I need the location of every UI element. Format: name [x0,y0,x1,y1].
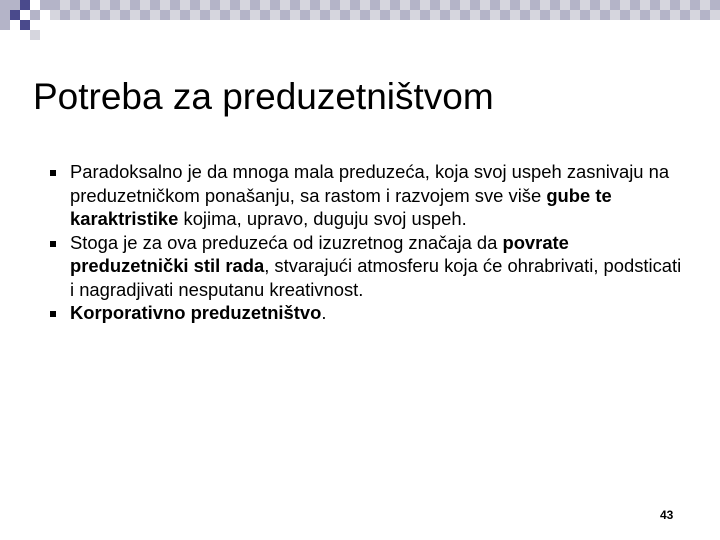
checker-cell [700,10,710,20]
checker-cell [250,0,260,10]
checker-cell [630,0,640,10]
bullet-text-segment: Paradoksalno je da mnoga mala preduzeća, koja svoj uspeh zasnivaju na preduzetničkom ponašanju, sa rastom i razvojem sve više [70,161,670,206]
checker-cell [660,0,670,10]
checker-cell [470,0,480,10]
checker-cell [100,0,110,10]
bullet-text-bold-segment: Korporativno preduzetništvo [70,302,322,323]
checker-cell [570,10,580,20]
checker-cell [320,10,330,20]
checker-cell [110,10,120,20]
checker-cell [500,0,510,10]
checker-cell [230,0,240,10]
checker-cell [290,10,300,20]
checker-cell [360,0,370,10]
checker-cell [330,10,340,20]
checker-cell [490,10,500,20]
checker-cell [180,10,190,20]
checker-cell [440,0,450,10]
checker-cell [630,10,640,20]
checker-cell [440,10,450,20]
checker-cell [290,0,300,10]
checker-cell [650,0,660,10]
checker-cell [130,0,140,10]
checker-cell [600,10,610,20]
checker-cell [540,0,550,10]
checker-cell [100,10,110,20]
checker-cell [150,0,160,10]
bullet-text-segment: , stvarajući atmosferu koja će ohrabrivati, podsticati i nagradjivati nesputanu kreativnost. [70,255,682,300]
checker-cell [460,10,470,20]
checker-cell [380,10,390,20]
checker-cell [560,0,570,10]
page-number: 43 [660,508,674,522]
checker-cell [480,0,490,10]
checker-cell [220,0,230,10]
checker-cell [30,30,40,40]
checker-cell [200,0,210,10]
checker-cell [600,0,610,10]
checker-cell [300,10,310,20]
checker-cell [240,0,250,10]
bullet-text-segment: . [321,302,327,323]
checker-cell [510,0,520,10]
checker-cell [260,0,270,10]
checker-cell [650,10,660,20]
checker-cell [110,0,120,10]
checker-cell [390,10,400,20]
checker-cell [340,0,350,10]
checker-cell [530,0,540,10]
checker-cell [40,0,50,10]
checker-cell [210,10,220,20]
checker-cell [400,10,410,20]
checker-cell [670,10,680,20]
checker-cell [120,0,130,10]
bullet-text-bold-segment: gube te karaktristike [70,184,612,229]
checker-cell [0,20,10,30]
checker-cell [580,10,590,20]
bullet-text-segment: kojima, upravo, duguju svoj uspeh. [178,208,467,229]
checker-cell [60,0,70,10]
checker-cell [50,10,60,20]
bullet-item-2 [50,231,690,302]
checker-cell [430,10,440,20]
checker-cell [420,0,430,10]
checker-cell [200,10,210,20]
checker-cell [660,10,670,20]
square-bullet-icon [50,170,56,176]
checker-cell [210,0,220,10]
bullet-text-segment: Stoga je za ova preduzeća od izuzretnog značaja da [70,231,503,253]
checker-cell [580,0,590,10]
checker-cell [320,0,330,10]
checker-cell [90,10,100,20]
checker-cell [270,0,280,10]
bullet-item-1 [50,160,690,231]
checker-cell [690,0,700,10]
checker-cell [350,0,360,10]
checker-cell [360,10,370,20]
checker-cell [70,10,80,20]
checker-cell [620,0,630,10]
bullet-item-3 [50,301,690,325]
checker-cell [300,0,310,10]
checker-cell [520,10,530,20]
checker-cell [390,0,400,10]
checker-cell [80,0,90,10]
checker-cell [380,0,390,10]
checker-cell [400,0,410,10]
checker-cell [190,10,200,20]
checker-cell [140,10,150,20]
checker-cell [50,0,60,10]
checker-cell [550,0,560,10]
bullet-text [70,232,681,300]
checker-cell [90,0,100,10]
checker-cell [510,10,520,20]
checker-cell [170,10,180,20]
checker-cell [140,0,150,10]
checker-cell [180,0,190,10]
checker-cell [280,0,290,10]
checker-cell [610,10,620,20]
checker-cell [240,10,250,20]
checker-cell [60,10,70,20]
checker-cell [620,10,630,20]
bullet-text-bold-segment: povrate preduzetnički stil rada [70,231,569,276]
slide-title: Potreba za preduzetništvom [33,76,494,117]
bullet-list [50,160,690,325]
checker-cell [370,10,380,20]
checker-cell [420,10,430,20]
checker-cell [30,10,40,20]
checker-cell [130,10,140,20]
checker-cell [160,10,170,20]
checker-cell [640,0,650,10]
checker-cell [410,10,420,20]
checker-cell [480,10,490,20]
checker-cell [70,0,80,10]
checker-cell [330,0,340,10]
checker-cell [350,10,360,20]
checker-cell [460,0,470,10]
checker-cell [310,10,320,20]
checker-cell [470,10,480,20]
checker-cell [670,0,680,10]
checker-cell [700,0,710,10]
checker-cell [520,0,530,10]
square-bullet-icon [50,241,56,247]
checker-cell [410,0,420,10]
checker-cell [260,10,270,20]
checker-cell [280,10,290,20]
square-bullet-icon [50,311,56,317]
decorative-checker-header [0,0,720,40]
checker-cell [190,0,200,10]
bullet-text [70,161,669,229]
checker-cell [340,10,350,20]
checker-cell [20,20,30,30]
checker-cell [450,0,460,10]
checker-cell [530,10,540,20]
checker-cell [10,10,20,20]
checker-cell [560,10,570,20]
checker-cell [230,10,240,20]
checker-cell [490,0,500,10]
checker-cell [640,10,650,20]
checker-cell [310,0,320,10]
checker-cell [450,10,460,20]
checker-cell [220,10,230,20]
bullet-text [70,302,326,323]
checker-cell [150,10,160,20]
checker-cell [20,0,30,10]
checker-cell [680,0,690,10]
checker-cell [550,10,560,20]
checker-cell [610,0,620,10]
checker-cell [590,0,600,10]
checker-cell [270,10,280,20]
checker-cell [710,10,720,20]
checker-cell [710,0,720,10]
checker-cell [680,10,690,20]
checker-cell [250,10,260,20]
checker-cell [160,0,170,10]
checker-cell [80,10,90,20]
checker-cell [430,0,440,10]
checker-cell [120,10,130,20]
checker-cell [170,0,180,10]
checker-cell [540,10,550,20]
checker-cell [570,0,580,10]
checker-cell [590,10,600,20]
checker-cell [690,10,700,20]
checker-cell [500,10,510,20]
checker-cell [370,0,380,10]
